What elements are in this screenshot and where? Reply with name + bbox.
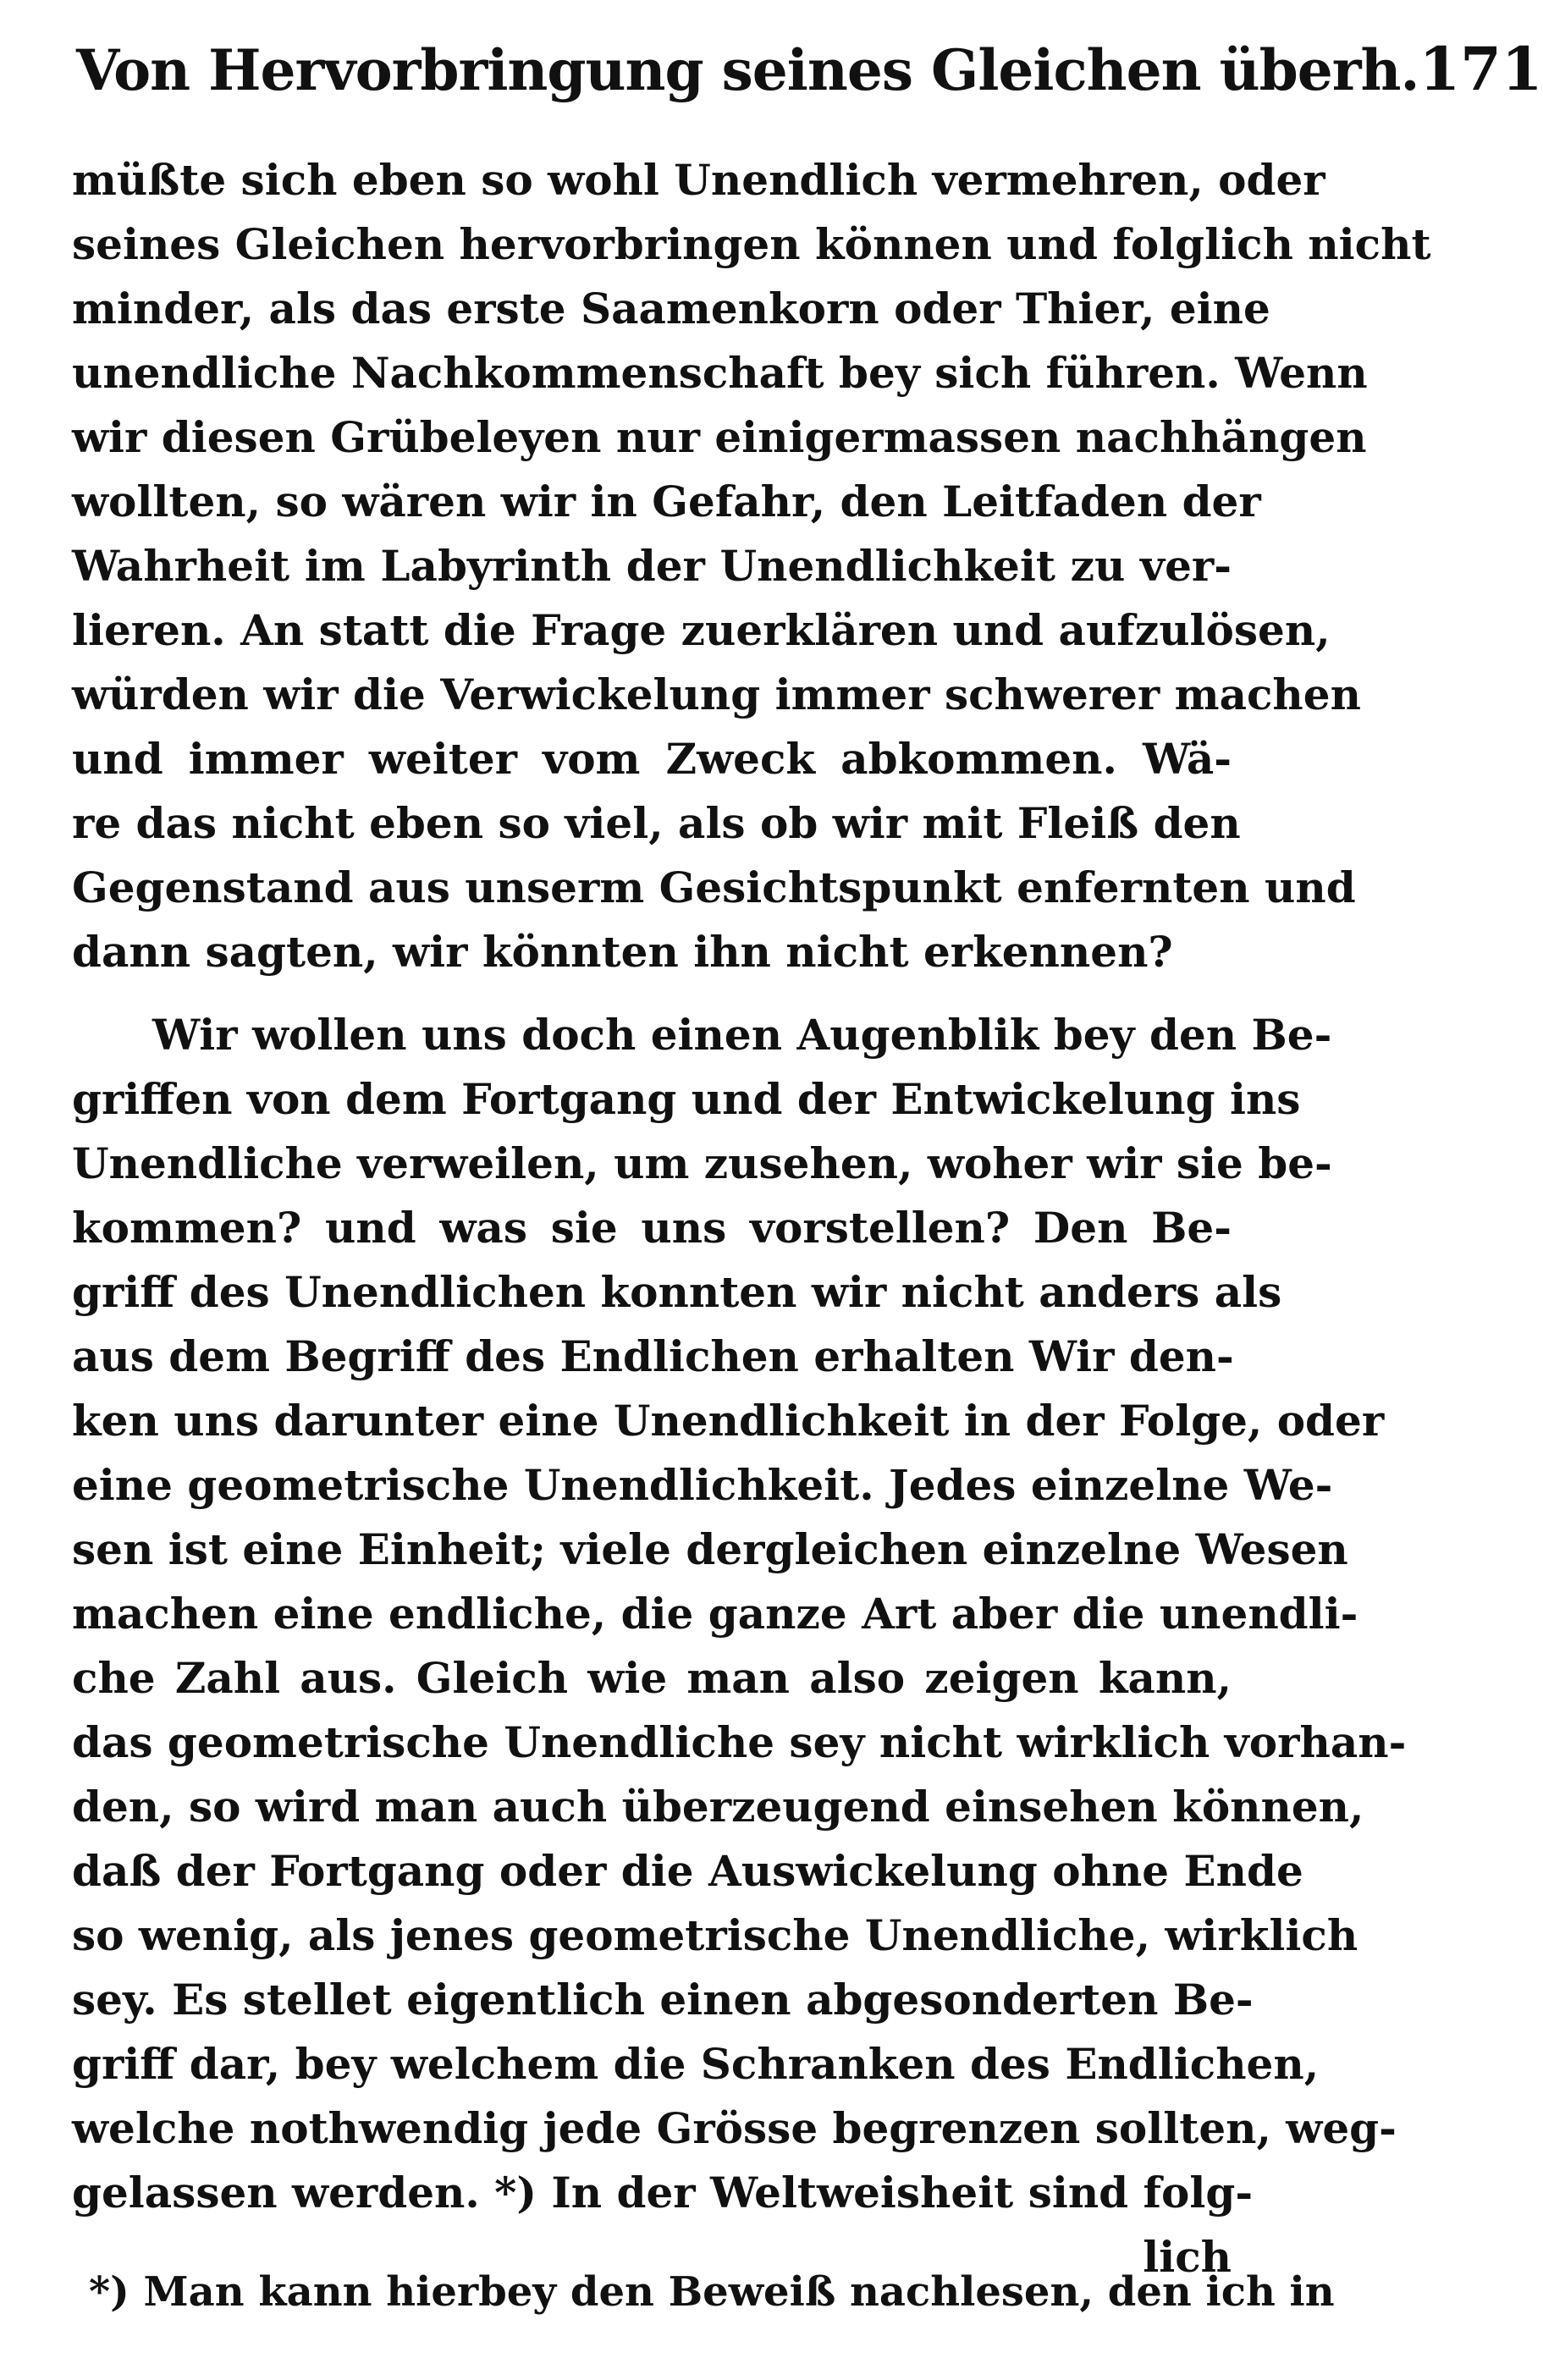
text-line: Gegenstand aus unserm Gesichtspunkt enfernten und bbox=[72, 862, 1356, 912]
text-line: unendliche Nachkommenschaft bey sich führen. Wenn bbox=[72, 348, 1368, 398]
text-line: sen ist eine Einheit; viele dergleichen einzelne Wesen bbox=[72, 1524, 1348, 1574]
text-line: griffen von dem Fortgang und der Entwickelung ins bbox=[72, 1074, 1301, 1124]
text-line: lieren. An statt die Frage zuerklären und aufzulösen, bbox=[72, 605, 1331, 655]
text-line: ken uns darunter eine Unendlichkeit in der Folge, oder bbox=[72, 1396, 1385, 1446]
running-head: Von Hervorbringung seines Gleichen überh. bbox=[76, 37, 1419, 103]
catchword: lich bbox=[1143, 2232, 1232, 2282]
text-line: eine geometrische Unendlichkeit. Jedes einzelne We- bbox=[72, 1460, 1333, 1510]
text-line: den, so wird man auch überzeugend einsehen können, bbox=[72, 1782, 1364, 1832]
text-line: sey. Es stellet eigentlich einen abgesonderten Be- bbox=[72, 1975, 1254, 2025]
paragraph-gap bbox=[72, 984, 1232, 1003]
text-line: Wahrheit im Labyrinth der Unendlichkeit zu ver- bbox=[72, 541, 1232, 591]
text-line: che Zahl aus. Gleich wie man also zeigen kann, bbox=[72, 1653, 1232, 1703]
text-line: daß der Fortgang oder die Auswickelung ohne Ende bbox=[72, 1846, 1303, 1896]
text-line: griff des Unendlichen konnten wir nicht anders als bbox=[72, 1267, 1282, 1317]
text-line: dann sagten, wir könnten ihn nicht erkennen? bbox=[72, 927, 1173, 977]
text-line: wollten, so wären wir in Gefahr, den Leitfaden der bbox=[72, 477, 1261, 526]
text-line: minder, als das erste Saamenkorn oder Thier, eine bbox=[72, 284, 1270, 333]
text-line: das geometrische Unendliche sey nicht wirklich vorhan- bbox=[72, 1717, 1407, 1767]
page-number: 171 bbox=[1419, 34, 1543, 104]
text-line: müßte sich eben so wohl Unendlich vermehren, oder bbox=[72, 155, 1325, 205]
text-line: griff dar, bey welchem die Schranken des Endlichen, bbox=[72, 2039, 1320, 2089]
text-line: wir diesen Grübeleyen nur einigermassen nachhängen bbox=[72, 412, 1367, 462]
text-line: und immer weiter vom Zweck abkommen. Wä- bbox=[72, 734, 1232, 784]
text-line: so wenig, als jenes geometrische Unendliche, wirklich bbox=[72, 1910, 1358, 1960]
text-line: machen eine endliche, die ganze Art aber die unendli- bbox=[72, 1589, 1358, 1639]
text-line: kommen? und was sie uns vorstellen? Den Be- bbox=[72, 1203, 1232, 1253]
text-line: aus dem Begriff des Endlichen erhalten Wir den- bbox=[72, 1331, 1234, 1381]
footnote: *) Man kann hierbey den Beweiß nachlesen, den ich in bbox=[89, 2268, 1335, 2316]
text-line: welche nothwendig jede Grösse begrenzen sollten, weg- bbox=[72, 2103, 1397, 2153]
text-line: seines Gleichen hervorbringen können und folglich nicht bbox=[72, 219, 1431, 269]
body-text bbox=[72, 148, 1431, 2289]
text-line: würden wir die Verwickelung immer schwerer machen bbox=[72, 669, 1361, 719]
text-line: Unendliche verweilen, um zusehen, woher wir sie be- bbox=[72, 1138, 1332, 1188]
text-line: re das nicht eben so viel, als ob wir mit Fleiß den bbox=[72, 798, 1241, 848]
text-line: gelassen werden. *) In der Weltweisheit sind folg- bbox=[72, 2168, 1254, 2217]
page-header bbox=[76, 34, 1543, 135]
text-line: Wir wollen uns doch einen Augenblik bey den Be- bbox=[152, 1010, 1332, 1060]
